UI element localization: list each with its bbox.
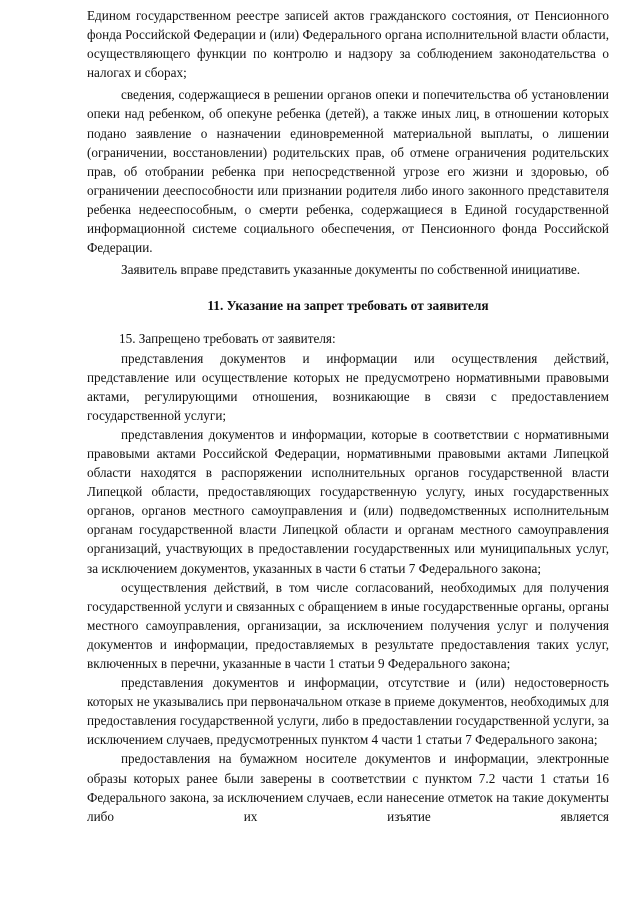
prohibition-item-4: представления документов и информации, отсутствие и (или) недостоверность которых не указывались при первоначальном отказе в приеме документов, необходимых для предоставления государственной услуги, либо в предоставлении государственной услуги, за исключением случаев, предусмотренных пунктом 4 части 1 статьи 7 Федерального закона; — [87, 675, 609, 748]
prohibition-item-5: предоставления на бумажном носителе документов и информации, электронные образы которых ранее были заверены в соответствии с пунктом 7.2 части 1 статьи 16 Федерального закона, за исключением случаев, если нанесение отметок на такие документы либо их изъятие является — [87, 751, 609, 824]
prohibition-item-3: осуществления действий, в том числе согласований, необходимых для получения государственной услуги и связанных с обращением в иные государственные органы, органы местного самоуправления, организации, за исключением получения услуг и получения документов и информации, предоставляемых в результате предоставления таких услуг, включенных в перечни, указанные в части 1 статьи 9 Федерального закона; — [87, 579, 609, 671]
prohibition-item-1: представления документов и информации или осуществления действий, представление или осуществление которых не предусмотрено нормативными правовыми актами, регулирующими отношения, возникающие в связи с предоставлением государственной услуги; — [87, 350, 609, 423]
prohibition-item-2: представления документов и информации, которые в соответствии с нормативными правовыми актами Российской Федерации, нормативными правовыми актами Липецкой области находятся в распоряжении исполнительных органов государственной власти Липецкой области, предоставляющих государственную услугу, иных государственных органов, органов местного самоуправления и (или) подведомственных исполнительным органам государственной власти Липецкой области и органам местного самоуправления организаций, участвующих в предоставлении государственных или муниципальных услуг, за исключением документов, указанных в части 6 статьи 7 Федерального закона; — [87, 426, 609, 576]
paragraph-applicant-initiative: Заявитель вправе представить указанные документы по собственной инициативе. — [121, 262, 581, 278]
section-heading-11: 11. Указание на запрет требовать от заявителя — [207, 298, 489, 314]
paragraph-guardianship-info: сведения, содержащиеся в решении органов опеки и попечительства об установлении опеки над ребенком, об опекуне ребенка (детей), а также иных лиц, в отношении которых подано заявление о назначении единовременной материальной выплаты, о лишении (ограничении, восстановлении) родительских прав, об отмене ограничения родительских прав, об отобрании ребенка при непосредственной угрозе его жизни и здоровью, об ограничении дееспособности или признании родителя либо иного законного представителя ребенка недееспособным, о смерти ребенка, содержащиеся в Единой государственной информационной системе социального обеспечения, от Пенсионного фонда Российской Федерации. — [87, 87, 609, 256]
paragraph-registry-sources: Едином государственном реестре записей актов гражданского состояния, от Пенсионного фонда Российской Федерации и (или) Федерального органа исполнительной власти области, осуществляющего функции по контролю и надзору за соблюдением законодательства о налогах и сборах; — [87, 8, 609, 81]
item-15-prohibition: 15. Запрещено требовать от заявителя: — [119, 331, 336, 347]
